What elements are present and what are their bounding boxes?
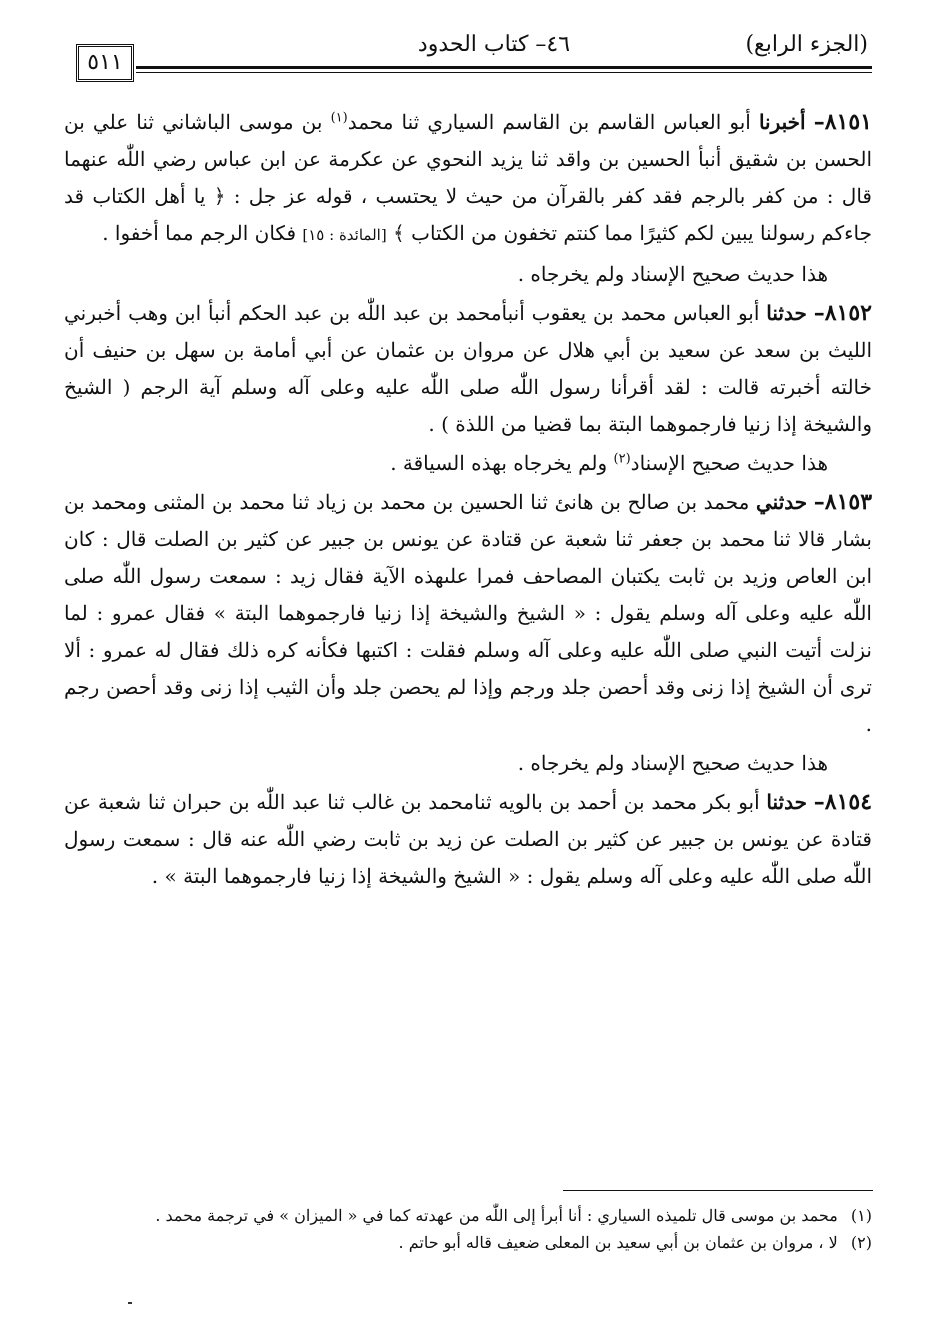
footnotes [64, 1202, 872, 1256]
hadith-number: ٨١٥٣– [813, 489, 873, 515]
hadith-8153 [64, 484, 872, 743]
hadith-text: أبو العباس القاسم بن القاسم السياري ثنا محمد [347, 110, 751, 134]
footnote-text: لا ، مروان بن عثمان بن أبي سعيد بن المعلى ضعيف قاله أبو حاتم . [398, 1233, 838, 1252]
hadith-number: ٨١٥١– [813, 109, 872, 135]
page-number-box [76, 44, 134, 82]
hadith-text: بن موسى الباشاني ثنا علي بن الحسن بن شقيق أنبأ الحسين بن واقد ثنا يزيد النحوي عن عكرمة عن ابن عباس رضي اللّٰه عنهما قال : من كفر بالرجم فقد كفر بالقرآن من حيث لا يحتسب ، قوله عز جل : ﴿ يا أهل الكتاب قد جاءكم رسولنا يبين لكم كثيرًا مما كنتم تخفون من الكتاب ﴾ [64, 110, 872, 245]
hadith-text: فكان الرجم مما أخفوا . [102, 221, 303, 245]
chapter-title: ٤٦– كتاب الحدود [417, 32, 571, 57]
hadith-text: محمد بن صالح بن هانئ ثنا الحسين بن محمد بن زياد ثنا محمد بن المثنى ومحمد بن بشار قالا ثنا محمد بن جعفر ثنا شعبة عن قتادة عن يونس بن جبير عن كثير بن الصلت قال : كان ابن العاص وزيد بن ثابت يكتبان المصاحف فمرا علىهذه الآية فقال زيد : سمعت رسول اللّٰه صلى اللّٰه عليه وعلى آله وسلم يقول : « الشيخ والشيخة إذا زنيا فارجموهما البتة » فقال عمرو : لما نزلت أتيت النبي صلى اللّٰه عليه وعلى آله وسلم فقلت : اكتبها فكأنه كره ذلك فقال له عمرو : ألا ترى أن الشيخ إذا زنى وقد أحصن جلد ورجم وإذا لم يحصن جلد وأن الثيب إذا زنى وقد أحصن رجم . [64, 490, 872, 736]
page-header [74, 28, 874, 88]
hadith-verdict [64, 445, 872, 482]
footnote-text: محمد بن موسى قال تلميذه السياري : أنا أبرأ إلى اللّٰه من عهدته كما في « الميزان » في ترجمة محمد . [155, 1206, 838, 1225]
page-number: ٥١١ [87, 50, 123, 75]
hadith-verdict: هذا حديث صحيح الإسناد ولم يخرجاه . [517, 262, 828, 286]
hadith-8151 [64, 104, 872, 254]
footnote-number: (٢) [850, 1233, 872, 1252]
hadith-verdict: هذا حديث صحيح الإسناد ولم يخرجاه . [517, 751, 828, 775]
footnote-2 [64, 1229, 872, 1256]
hadith-text: أبو العباس محمد بن يعقوب أنبأمحمد بن عبد اللّٰه بن عبد الحكم أنبأ ابن وهب أخبرني الليث بن سعد عن سعيد بن أبي هلال عن مروان بن عثمان عن أبي أمامة بن سهل بن حنيف أن خالته أخبرته قالت : لقد أقرأنا رسول اللّٰه صلى اللّٰه عليه وعلى آله وسلم آية الرجم ( الشيخ والشيخة إذا زنيا فارجموهما البتة بما قضيا من اللذة ) . [64, 301, 872, 436]
header-rule-thin [136, 72, 872, 73]
hadith-8154 [64, 784, 872, 895]
hadith-number: ٨١٥٢– [813, 300, 872, 326]
hadith-narration-verb: حدثني [755, 490, 808, 514]
footnote-1 [64, 1202, 872, 1229]
footnote-ref-1: (١) [330, 110, 348, 126]
hadith-narration-verb: حدثنا [766, 790, 807, 814]
header-rule-thick [136, 66, 872, 69]
quran-reference: [المائدة : ١٥] [302, 226, 387, 244]
hadith-8152 [64, 295, 872, 443]
hadith-number: ٨١٥٤– [813, 789, 873, 815]
footnote-number: (١) [850, 1206, 872, 1225]
hadith-narration-verb: حدثنا [766, 301, 807, 325]
volume-label: (الجزء الرابع) [745, 32, 868, 57]
footnote-rule [563, 1190, 873, 1191]
print-mark [128, 1302, 132, 1304]
hadith-text: أبو بكر محمد بن أحمد بن بالويه ثنامحمد بن غالب ثنا عبد اللّٰه بن حبران ثنا شعبة عن قتادة عن يونس بن جبير عن كثير بن الصلت عن زيد بن ثابت رضي اللّٰه عنه قال : سمعت رسول اللّٰه صلى اللّٰه عليه وعلى آله وسلم يقول : « الشيخ والشيخة إذا زنيا فارجموهما البتة » . [64, 790, 872, 888]
hadith-narration-verb: أخبرنا [758, 110, 806, 134]
verdict-text: ولم يخرجاه بهذه السياقة . [390, 451, 614, 475]
footnote-ref-2: (٢) [613, 451, 631, 467]
verdict-text: هذا حديث صحيح الإسناد [630, 451, 828, 475]
body-text [64, 104, 872, 897]
